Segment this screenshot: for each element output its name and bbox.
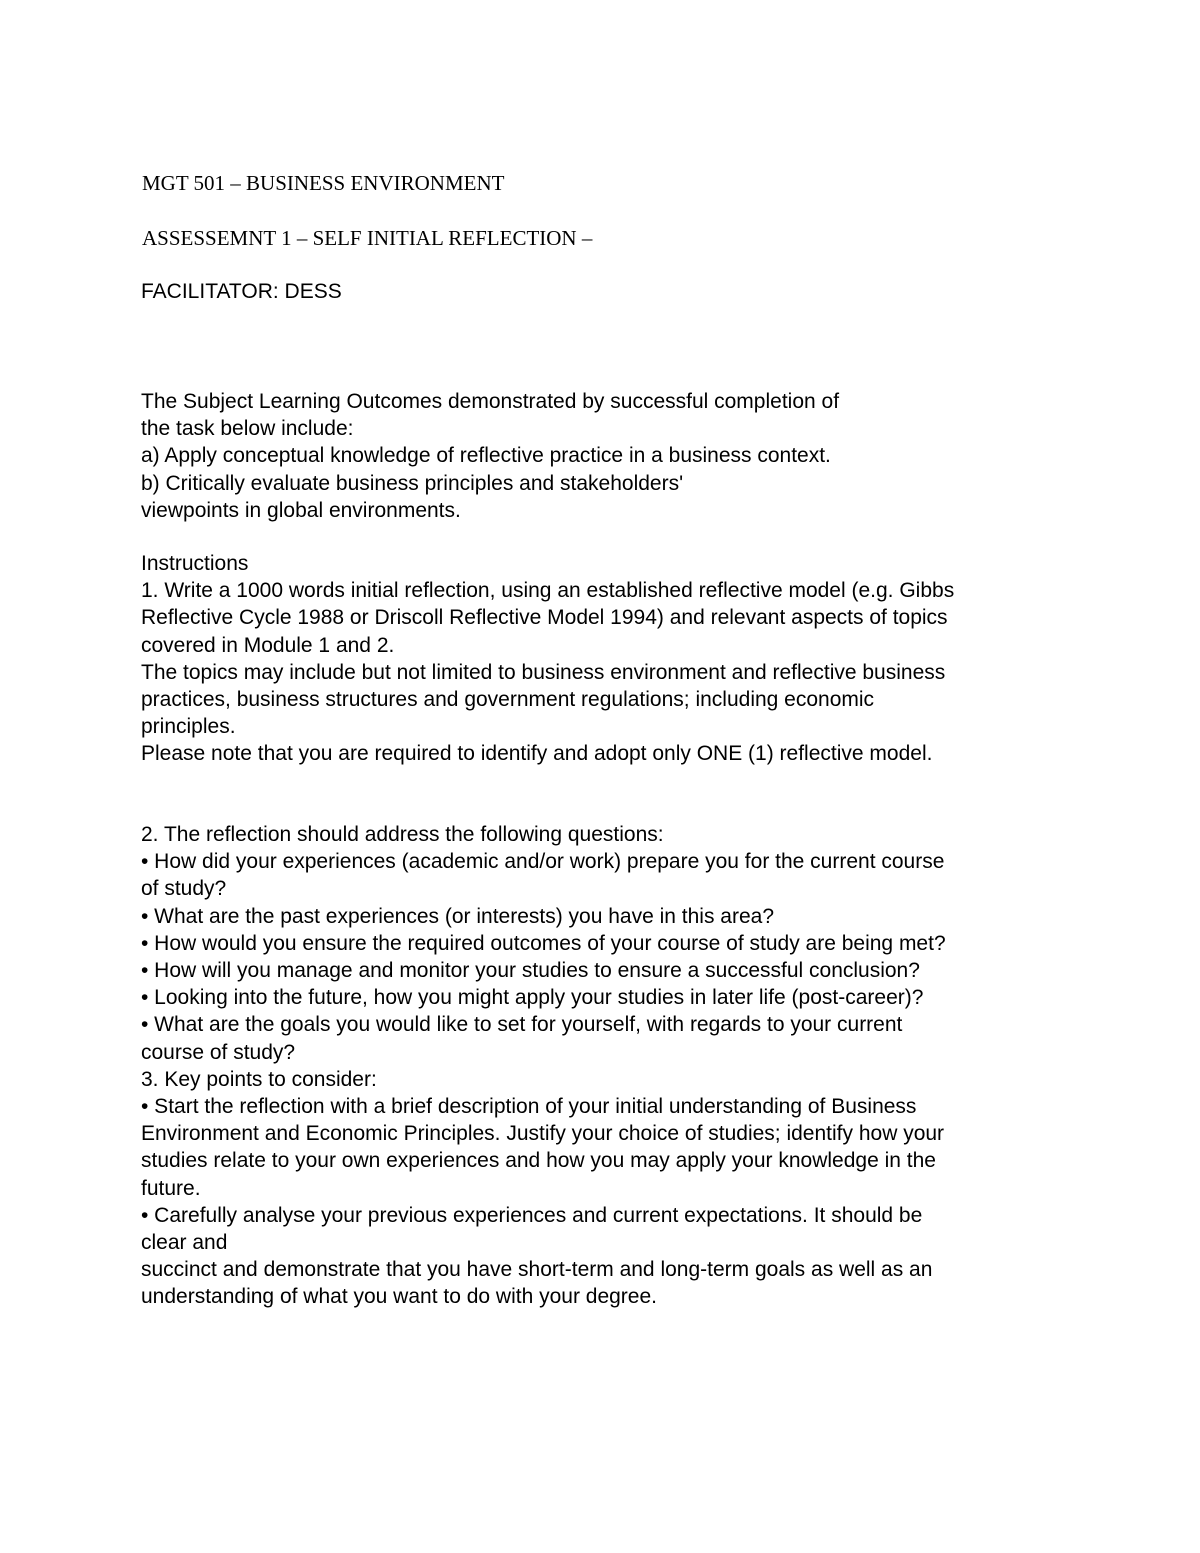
key-point-bullet: future.: [141, 1176, 201, 1200]
key-points-heading: 3. Key points to consider:: [141, 1067, 377, 1091]
instruction-line: covered in Module 1 and 2.: [141, 633, 395, 657]
key-point-bullet: • Start the reflection with a brief description of your initial understanding of Business: [141, 1095, 917, 1119]
key-point-bullet: Environment and Economic Principles. Justify your choice of studies; identify how your: [141, 1122, 945, 1146]
outcome-a: a) Apply conceptual knowledge of reflective practice in a business context.: [141, 444, 831, 468]
instruction-line: Please note that you are required to identify and adopt only ONE (1) reflective model.: [141, 742, 933, 766]
question-bullet: • How will you manage and monitor your studies to ensure a successful conclusion?: [141, 959, 920, 983]
key-point-bullet: • Carefully analyse your previous experiences and current expectations. It should be: [141, 1203, 923, 1227]
questions-section: [141, 821, 1071, 1311]
key-point-bullet: studies relate to your own experiences and how you may apply your knowledge in the: [141, 1149, 936, 1173]
outcomes-line: the task below include:: [141, 417, 354, 441]
question-bullet: course of study?: [141, 1040, 296, 1064]
instructions-section: [141, 550, 1071, 768]
question-bullet: of study?: [141, 877, 227, 901]
question-bullet: • Looking into the future, how you might apply your studies in later life (post-career)?: [141, 986, 924, 1010]
instructions-heading: Instructions: [141, 552, 249, 575]
instruction-line: principles.: [141, 715, 236, 739]
outcomes-line: The Subject Learning Outcomes demonstrated by successful completion of: [141, 390, 840, 413]
question-bullet: • How did your experiences (academic and/or work) prepare you for the current course: [141, 850, 945, 874]
key-point-bullet: succinct and demonstrate that you have short-term and long-term goals as well as an: [141, 1258, 933, 1282]
key-point-bullet: clear and: [141, 1231, 228, 1255]
instruction-line: Reflective Cycle 1988 or Driscoll Reflective Model 1994) and relevant aspects of topics: [141, 606, 948, 630]
question-bullet: • What are the past experiences (or interests) you have in this area?: [141, 904, 775, 928]
instruction-line: 1. Write a 1000 words initial reflection, using an established reflective model (e.g. Gibbs: [141, 579, 955, 603]
question-bullet: • What are the goals you would like to set for yourself, with regards to your current: [141, 1013, 903, 1037]
assessment-title: ASSESSEMNT 1 – SELF INITIAL REFLECTION –: [142, 226, 593, 250]
key-point-bullet: understanding of what you want to do with your degree.: [141, 1285, 657, 1309]
course-title: MGT 501 – BUSINESS ENVIRONMENT: [142, 171, 505, 195]
learning-outcomes: [141, 388, 1071, 524]
question-bullet: • How would you ensure the required outcomes of your course of study are being met?: [141, 931, 946, 955]
outcomes-line: viewpoints in global environments.: [141, 498, 461, 522]
instruction-line: The topics may include but not limited to business environment and reflective business: [141, 660, 946, 684]
instruction-line: practices, business structures and government regulations; including economic: [141, 688, 875, 712]
facilitator-line: FACILITATOR: DESS: [141, 280, 342, 303]
outcome-b: b) Critically evaluate business principles and stakeholders': [141, 471, 684, 495]
questions-heading: 2. The reflection should address the following questions:: [141, 823, 664, 846]
